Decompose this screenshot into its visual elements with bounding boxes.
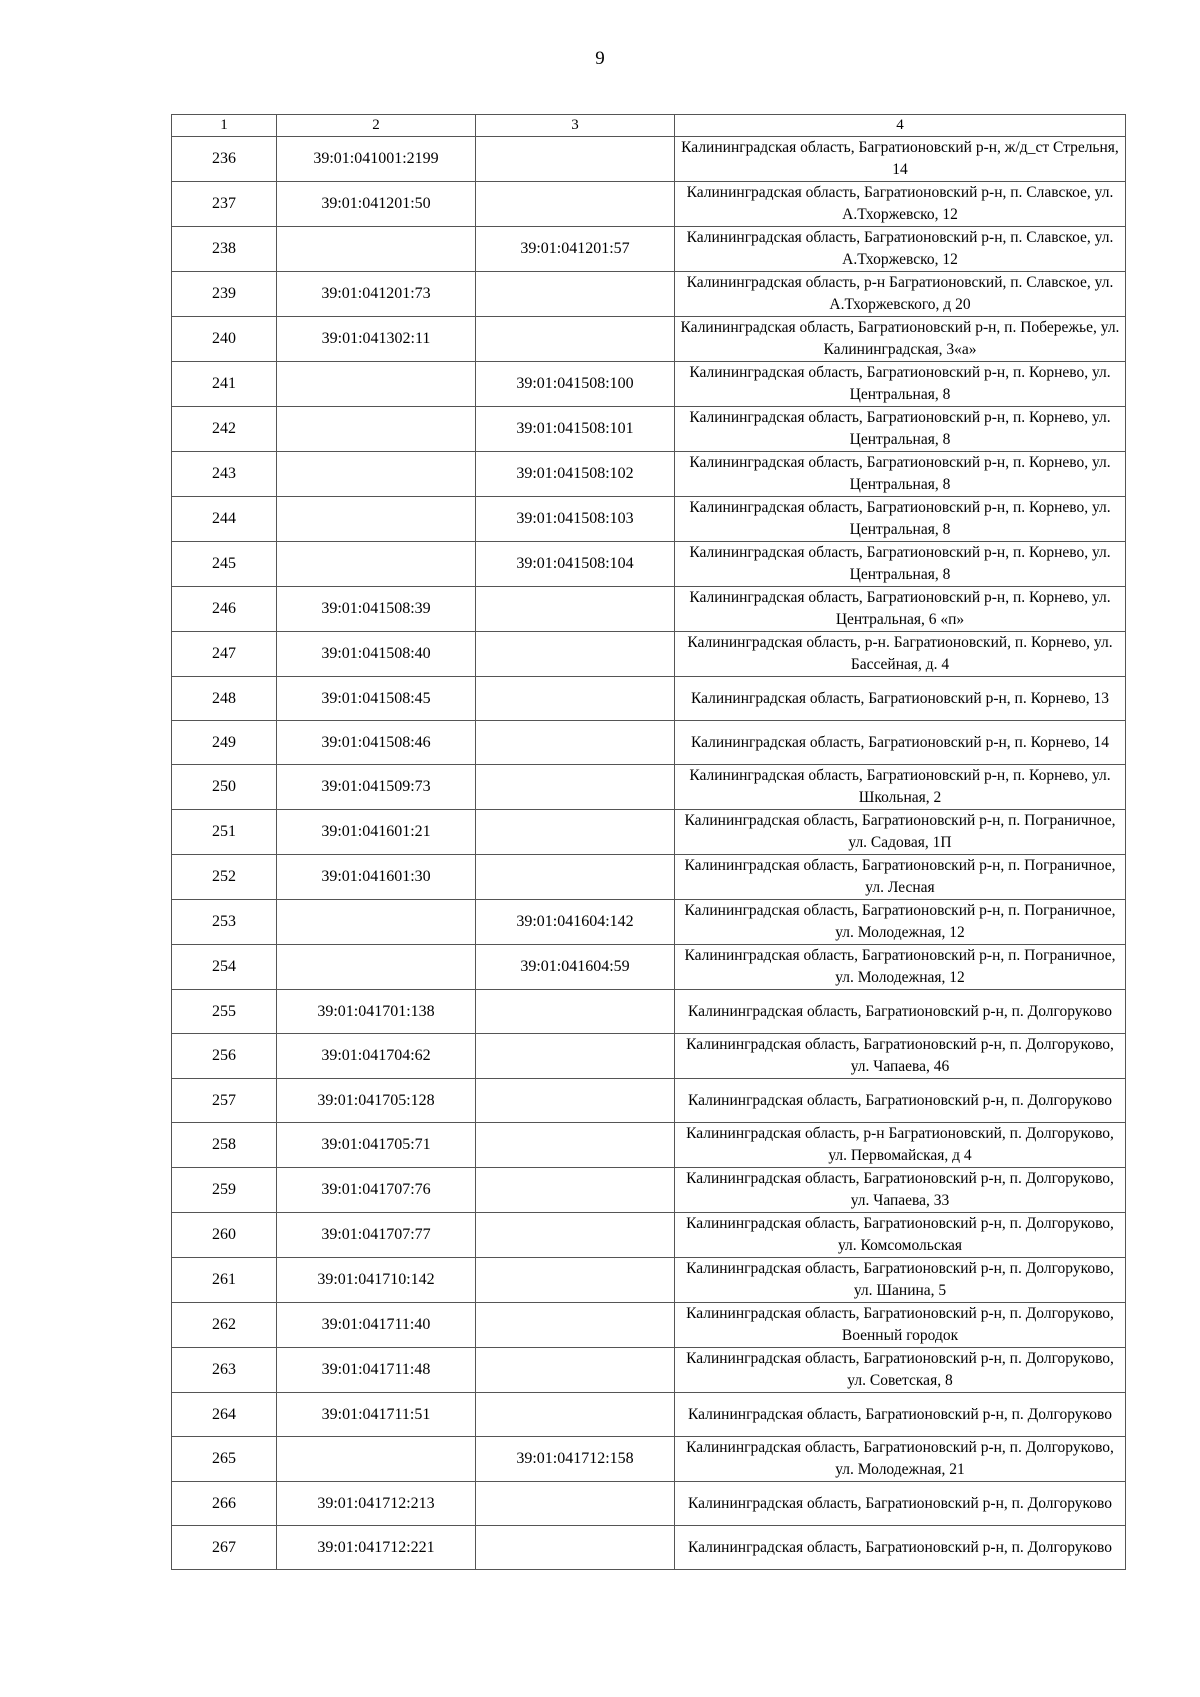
row-number-cell: 266 [172,1482,277,1526]
address-cell: Калининградская область, р-н Багратионовский, п. Долгоруково, ул. Первомайская, д 4 [675,1123,1126,1168]
row-number-cell: 257 [172,1079,277,1123]
address-cell: Калининградская область, Багратионовский р-н, п. Долгоруково [675,990,1126,1034]
row-number-cell: 245 [172,542,277,587]
cadastral-number-alt-cell [476,1168,675,1213]
cadastral-number-alt-cell [476,1034,675,1079]
address-cell: Калининградская область, Багратионовский р-н, п. Корнево, ул. Школьная, 2 [675,765,1126,810]
address-cell: Калининградская область, Багратионовский р-н, п. Корнево, ул. Центральная, 8 [675,542,1126,587]
row-number-cell: 250 [172,765,277,810]
table-row [172,1348,1126,1393]
table-row [172,587,1126,632]
cadastral-number-alt-cell [476,1393,675,1437]
row-number-cell: 264 [172,1393,277,1437]
row-number-cell: 259 [172,1168,277,1213]
table-row [172,1034,1126,1079]
cadastral-number-cell: 39:01:041712:221 [277,1526,476,1570]
address-cell: Калининградская область, Багратионовский р-н, п. Славское, ул. А.Тхоржевско, 12 [675,182,1126,227]
row-number-cell: 236 [172,137,277,182]
row-number-cell: 247 [172,632,277,677]
cadastral-number-alt-cell [476,1482,675,1526]
address-cell: Калининградская область, Багратионовский р-н, п. Долгоруково, ул. Советская, 8 [675,1348,1126,1393]
cadastral-number-alt-cell [476,721,675,765]
table-row [172,497,1126,542]
table-row [172,1393,1126,1437]
cadastral-number-cell [277,362,476,407]
cadastral-number-cell: 39:01:041508:45 [277,677,476,721]
cadastral-number-alt-cell [476,1303,675,1348]
cadastral-number-cell [277,945,476,990]
table-row [172,765,1126,810]
table-row [172,227,1126,272]
address-cell: Калининградская область, Багратионовский р-н, п. Долгоруково [675,1079,1126,1123]
row-number-cell: 240 [172,317,277,362]
address-cell: Калининградская область, Багратионовский р-н, п. Корнево, ул. Центральная, 8 [675,452,1126,497]
cadastral-number-cell: 39:01:041705:128 [277,1079,476,1123]
cadastral-number-cell: 39:01:041710:142 [277,1258,476,1303]
cadastral-number-alt-cell [476,1348,675,1393]
table-row [172,137,1126,182]
cadastral-number-cell [277,452,476,497]
address-cell: Калининградская область, р-н Багратионовский, п. Славское, ул. А.Тхоржевского, д 20 [675,272,1126,317]
address-cell: Калининградская область, Багратионовский р-н, п. Долгоруково, ул. Шанина, 5 [675,1258,1126,1303]
cadastral-number-alt-cell: 39:01:041508:101 [476,407,675,452]
row-number-cell: 238 [172,227,277,272]
row-number-cell: 252 [172,855,277,900]
table-row [172,855,1126,900]
cadastral-number-cell: 39:01:041711:48 [277,1348,476,1393]
address-cell: Калининградская область, Багратионовский р-н, п. Побережье, ул. Калининградская, 3«а» [675,317,1126,362]
table-row [172,362,1126,407]
cadastral-number-alt-cell [476,632,675,677]
table-row [172,317,1126,362]
row-number-cell: 255 [172,990,277,1034]
address-cell: Калининградская область, Багратионовский р-н, п. Долгоруково, ул. Молодежная, 21 [675,1437,1126,1482]
table-row [172,900,1126,945]
address-cell: Калининградская область, Багратионовский р-н, ж/д_ст Стрельня, 14 [675,137,1126,182]
cadastral-number-alt-cell: 39:01:041712:158 [476,1437,675,1482]
cadastral-number-cell: 39:01:041704:62 [277,1034,476,1079]
row-number-cell: 237 [172,182,277,227]
table-row [172,1482,1126,1526]
cadastral-number-alt-cell: 39:01:041201:57 [476,227,675,272]
address-cell: Калининградская область, Багратионовский р-н, п. Славское, ул. А.Тхоржевско, 12 [675,227,1126,272]
address-cell: Калининградская область, Багратионовский р-н, п. Долгоруково [675,1393,1126,1437]
cadastral-number-cell [277,227,476,272]
cadastral-number-alt-cell [476,1123,675,1168]
address-cell: Калининградская область, Багратионовский р-н, п. Корнево, ул. Центральная, 8 [675,362,1126,407]
table-row [172,1123,1126,1168]
address-cell: Калининградская область, Багратионовский р-н, п. Долгоруково, ул. Чапаева, 33 [675,1168,1126,1213]
cadastral-number-alt-cell [476,1526,675,1570]
row-number-cell: 244 [172,497,277,542]
header-col-3: 3 [476,115,675,137]
header-col-2: 2 [277,115,476,137]
address-cell: Калининградская область, Багратионовский р-н, п. Пограничное, ул. Молодежная, 12 [675,945,1126,990]
row-number-cell: 256 [172,1034,277,1079]
table-row [172,677,1126,721]
row-number-cell: 239 [172,272,277,317]
cadastral-number-alt-cell [476,1079,675,1123]
row-number-cell: 254 [172,945,277,990]
table-row [172,272,1126,317]
cadastral-number-alt-cell [476,765,675,810]
address-cell: Калининградская область, Багратионовский р-н, п. Корнево, ул. Центральная, 6 «п» [675,587,1126,632]
table-row [172,1303,1126,1348]
address-cell: Калининградская область, Багратионовский р-н, п. Долгоруково [675,1526,1126,1570]
cadastral-number-alt-cell [476,182,675,227]
cadastral-number-cell [277,497,476,542]
cadastral-number-alt-cell [476,1258,675,1303]
row-number-cell: 260 [172,1213,277,1258]
table-row [172,452,1126,497]
row-number-cell: 262 [172,1303,277,1348]
row-number-cell: 246 [172,587,277,632]
cadastral-number-cell: 39:01:041707:77 [277,1213,476,1258]
cadastral-number-cell: 39:01:041711:40 [277,1303,476,1348]
row-number-cell: 265 [172,1437,277,1482]
cadastral-number-cell: 39:01:041701:138 [277,990,476,1034]
row-number-cell: 263 [172,1348,277,1393]
table-row [172,1437,1126,1482]
address-cell: Калининградская область, Багратионовский р-н, п. Долгоруково, ул. Комсомольская [675,1213,1126,1258]
cadastral-number-cell: 39:01:041705:71 [277,1123,476,1168]
cadastral-number-alt-cell [476,677,675,721]
cadastral-number-alt-cell: 39:01:041508:102 [476,452,675,497]
cadastral-number-alt-cell: 39:01:041604:142 [476,900,675,945]
cadastral-number-alt-cell: 39:01:041508:103 [476,497,675,542]
table-row [172,1258,1126,1303]
cadastral-number-alt-cell [476,137,675,182]
header-col-4: 4 [675,115,1126,137]
table-row [172,407,1126,452]
cadastral-number-cell: 39:01:041509:73 [277,765,476,810]
table-row [172,1079,1126,1123]
cadastral-number-cell: 39:01:041601:30 [277,855,476,900]
address-cell: Калининградская область, Багратионовский р-н, п. Корнево, ул. Центральная, 8 [675,497,1126,542]
cadastral-number-cell: 39:01:041201:73 [277,272,476,317]
table-row [172,810,1126,855]
table-row [172,721,1126,765]
cadastral-number-cell: 39:01:041001:2199 [277,137,476,182]
cadastral-number-cell: 39:01:041711:51 [277,1393,476,1437]
address-cell: Калининградская область, Багратионовский р-н, п. Корнево, ул. Центральная, 8 [675,407,1126,452]
cadastral-number-cell: 39:01:041508:40 [277,632,476,677]
cadastral-number-alt-cell [476,990,675,1034]
address-cell: Калининградская область, р-н. Багратионовский, п. Корнево, ул. Бассейная, д. 4 [675,632,1126,677]
row-number-cell: 242 [172,407,277,452]
row-number-cell: 241 [172,362,277,407]
table-row [172,632,1126,677]
table-header [172,115,1126,137]
cadastral-number-alt-cell: 39:01:041508:100 [476,362,675,407]
table-row [172,1213,1126,1258]
table-row [172,1526,1126,1570]
cadastral-number-alt-cell [476,810,675,855]
address-cell: Калининградская область, Багратионовский р-н, п. Пограничное, ул. Молодежная, 12 [675,900,1126,945]
table-row [172,990,1126,1034]
row-number-cell: 267 [172,1526,277,1570]
row-number-cell: 261 [172,1258,277,1303]
cadastral-number-alt-cell [476,855,675,900]
row-number-cell: 243 [172,452,277,497]
cadastral-number-cell: 39:01:041601:21 [277,810,476,855]
cadastral-number-cell: 39:01:041508:46 [277,721,476,765]
address-cell: Калининградская область, Багратионовский р-н, п. Корнево, 13 [675,677,1126,721]
table-row [172,945,1126,990]
cadastral-number-cell [277,407,476,452]
address-cell: Калининградская область, Багратионовский р-н, п. Пограничное, ул. Лесная [675,855,1126,900]
address-cell: Калининградская область, Багратионовский р-н, п. Долгоруково, Военный городок [675,1303,1126,1348]
cadastral-number-alt-cell [476,317,675,362]
cadastral-number-alt-cell: 39:01:041604:59 [476,945,675,990]
row-number-cell: 251 [172,810,277,855]
header-row [172,115,1126,137]
row-number-cell: 249 [172,721,277,765]
cadastral-number-alt-cell [476,272,675,317]
property-registry-table [171,114,1126,1570]
cadastral-number-cell [277,1437,476,1482]
address-cell: Калининградская область, Багратионовский р-н, п. Долгоруково, ул. Чапаева, 46 [675,1034,1126,1079]
header-col-1: 1 [172,115,277,137]
cadastral-number-cell: 39:01:041712:213 [277,1482,476,1526]
table-row [172,542,1126,587]
table-row [172,182,1126,227]
address-cell: Калининградская область, Багратионовский р-н, п. Пограничное, ул. Садовая, 1П [675,810,1126,855]
cadastral-number-cell: 39:01:041201:50 [277,182,476,227]
table-row [172,1168,1126,1213]
address-cell: Калининградская область, Багратионовский р-н, п. Долгоруково [675,1482,1126,1526]
cadastral-number-cell [277,542,476,587]
cadastral-number-alt-cell: 39:01:041508:104 [476,542,675,587]
cadastral-number-alt-cell [476,1213,675,1258]
row-number-cell: 258 [172,1123,277,1168]
cadastral-number-cell: 39:01:041707:76 [277,1168,476,1213]
cadastral-number-cell [277,900,476,945]
table-body [172,137,1126,1570]
row-number-cell: 248 [172,677,277,721]
page-number: 9 [595,48,605,69]
cadastral-number-alt-cell [476,587,675,632]
address-cell: Калининградская область, Багратионовский р-н, п. Корнево, 14 [675,721,1126,765]
cadastral-number-cell: 39:01:041508:39 [277,587,476,632]
cadastral-number-cell: 39:01:041302:11 [277,317,476,362]
row-number-cell: 253 [172,900,277,945]
